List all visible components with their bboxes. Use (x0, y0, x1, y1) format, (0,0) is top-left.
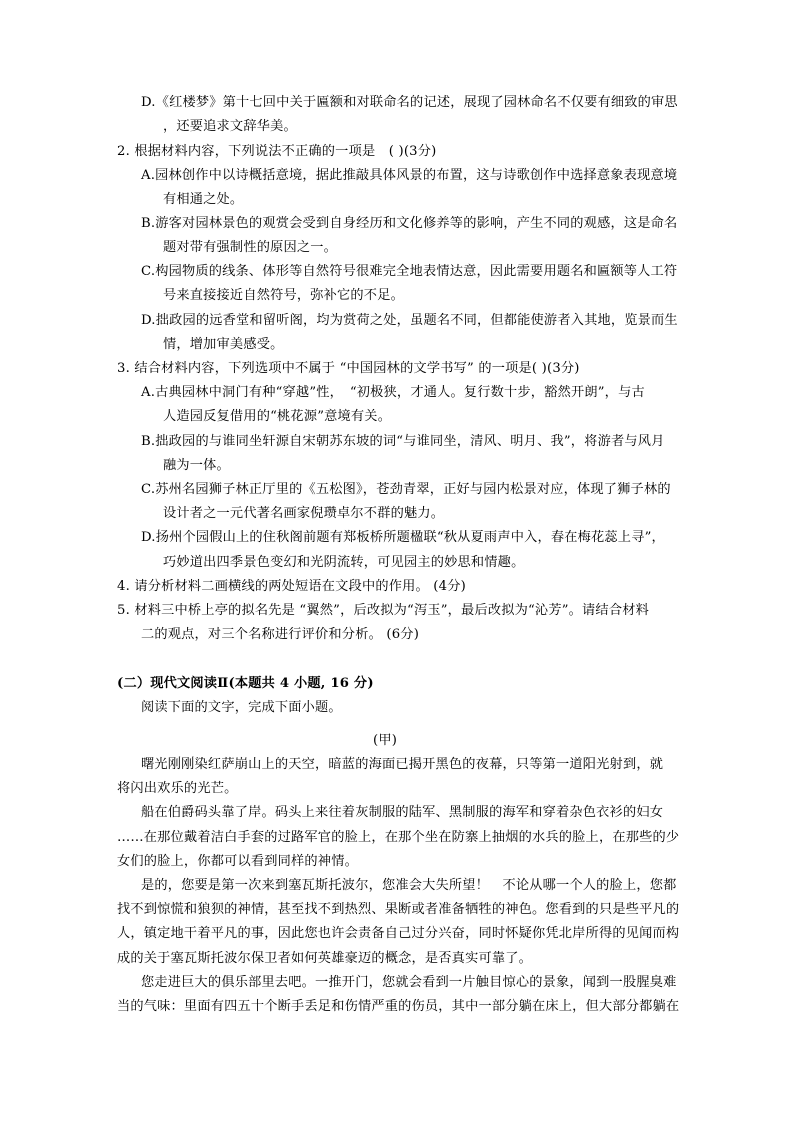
q1-option-d-line2: ，还要追求文辞华美。 (163, 119, 297, 134)
q3-stem: 3. 结合材料内容，下列选项中不属于 “中国园林的文学书写” 的一项是( )(3分) (117, 361, 580, 376)
passage-p2-line2: ……在那位戴着洁白手套的过路军官的脸上，在那个坐在防寨上抽烟的水兵的脸上，在那些的少 (117, 830, 680, 845)
q4-stem: 4. 请分析材料二画横线的两处短语在文段中的作用。 (4分) (117, 579, 466, 594)
passage-p4-line1: 您走进巨大的俱乐部里去吧。一推开门，您就会看到一片触目惊心的景象，闻到一股腥臭难 (141, 975, 677, 990)
q3-option-c-line2: 设计者之一元代著名画家倪瓒卓尔不群的魅力。 (163, 506, 445, 521)
passage-p3-line1: 是的，您要是第一次来到塞瓦斯托波尔，您准会大失所望！ 不论从哪一个人的脸上，您都 (141, 878, 677, 893)
q3-option-b-line2: 融为一体。 (163, 458, 230, 473)
q2-option-d-line1: D.拙政园的远香堂和留听阁，均为赏荷之处，虽题名不同，但都能使游者入其地，览景而生 (141, 313, 678, 328)
passage-p2-line3: 女们的脸上，你都可以看到同样的神情。 (117, 854, 358, 869)
passage-p3-line4: 成的关于塞瓦斯托波尔保卫者如何英雄豪迈的概念，是否真实可靠了。 (117, 951, 533, 966)
q5-stem-line1: 5. 材料三中桥上亭的拟名先是 “翼然”，后改拟为“泻玉”，最后改拟为“沁芳”。请结合材料 (117, 603, 649, 618)
passage-p4-line2: 当的气味：里面有四五十个断手丢足和伤情严重的伤员，其中一部分躺在床上，但大部分都躺在 (117, 999, 680, 1014)
q3-option-d-line2: 巧妙道出四季景色变幻和光阴流转，可见园主的妙思和情趣。 (163, 555, 525, 570)
passage-p3-line2: 找不到惊慌和狼狈的神情，甚至找不到热烈、果断或者准备牺牲的神色。您看到的只是些平凡的 (117, 902, 680, 917)
q1-option-d-line1: D.《红楼梦》第十七回中关于匾额和对联命名的记述，展现了园林命名不仅要有细致的审思 (141, 95, 678, 110)
q3-option-b-line1: B.拙政园的与谁同坐轩源自宋朝苏东坡的词“与谁同坐，清风、明月、我”，将游者与风月 (141, 434, 665, 449)
passage-p1-line2: 将闪出欢乐的光芒。 (117, 781, 238, 796)
passage-p3-line3: 人，镇定地干着平凡的事，因此您也许会责备自己过分兴奋，同时怀疑你凭北岸所得的见闻而构 (117, 926, 680, 941)
q2-option-c-line1: C.构园物质的线条、体形等自然符号很难完全地表情达意，因此需要用题名和匾额等人工符 (141, 264, 678, 279)
section-heading: (二）现代文阅读Ⅱ(本题共 4 小题, 16 分) (117, 676, 374, 691)
passage-p2-line1: 船在伯爵码头靠了岸。码头上来往着灰制服的陆军、黑制服的海军和穿着杂色衣衫的妇女 (141, 805, 664, 820)
q2-option-c-line2: 号来直接接近自然符号，弥补它的不足。 (163, 288, 404, 303)
q2-option-a-line1: A.园林创作中以诗概括意境，据此推敲具体风景的布置，这与诗歌创作中选择意象表现意境 (141, 168, 678, 183)
q3-option-a-line1: A.古典园林中洞门有种“穿越”性， “初极狭，才通人。复行数十步，豁然开朗”，与古 (141, 385, 645, 400)
q2-option-b-line1: B.游客对园林景色的观赏会受到自身经历和文化修养等的影响，产生不同的观感，这是命名 (141, 216, 678, 231)
q3-option-d-line1: D.扬州个园假山上的住秋阁前题有郑板桥所题楹联“秋从夏雨声中入，春在梅花蕊上寻”， (141, 530, 665, 545)
q2-stem: 2. 根据材料内容，下列说法不正确的一项是 ( )(3分) (117, 144, 437, 159)
q2-option-a-line2: 有相通之处。 (163, 192, 244, 207)
q3-option-c-line1: C.苏州名园狮子林正厅里的《五松图》，苍劲青翠，正好与园内松景对应，体现了狮子林的 (141, 482, 671, 497)
passage-p1-line1: 曙光刚刚染红萨崩山上的天空，暗蓝的海面已揭开黑色的夜幕，只等第一道阳光射到，就 (141, 757, 664, 772)
q2-option-d-line2: 情，增加审美感受。 (163, 337, 284, 352)
q3-option-a-line2: 人造园反复借用的“桃花源”意境有关。 (163, 409, 392, 424)
q5-stem-line2: 二的观点，对三个名称进行评价和分析。 (6分) (141, 627, 420, 642)
passage-subtitle: (甲) (373, 733, 398, 748)
section-instruction: 阅读下面的文字，完成下面小题。 (141, 700, 342, 715)
q2-option-b-line2: 题对带有强制性的原因之一。 (163, 240, 338, 255)
